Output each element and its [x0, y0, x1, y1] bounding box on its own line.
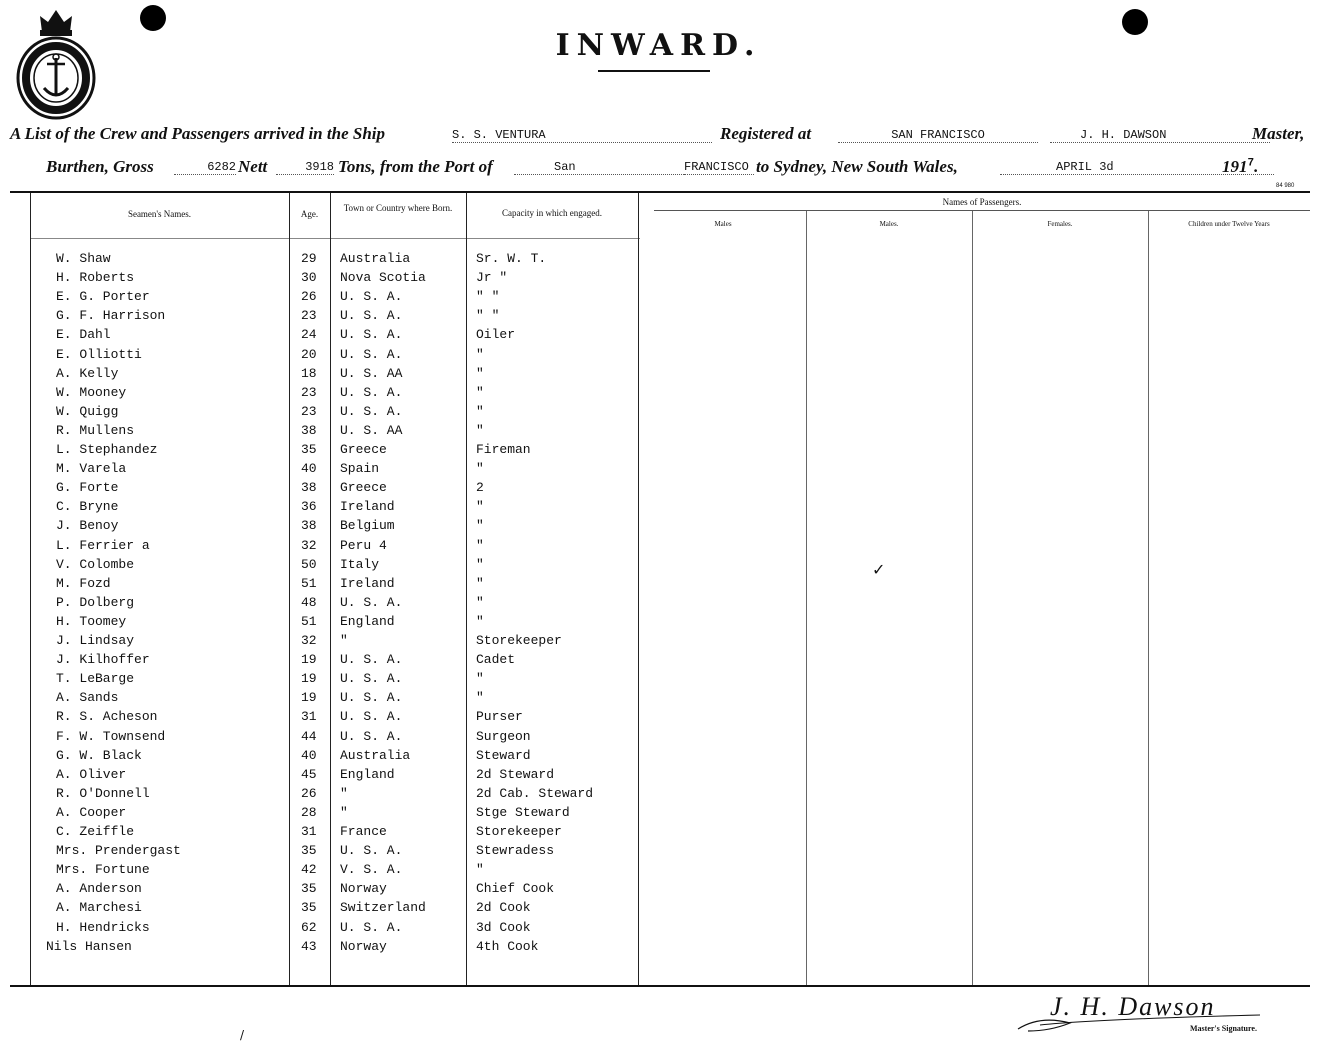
crew-born: U. S. A.: [340, 289, 403, 305]
crew-name: E. G. Porter: [56, 289, 150, 305]
crew-age: 32: [301, 633, 317, 648]
crew-born: Australia: [340, 251, 411, 266]
crew-capacity: ": [476, 422, 484, 438]
crew-born: U. S. A.: [340, 308, 403, 324]
crew-born: Belgium: [340, 518, 395, 534]
table-bottom-rule: [10, 985, 1310, 987]
col-header-age: Age.: [300, 209, 319, 219]
crew-name: V. Colombe: [56, 556, 135, 572]
crew-name: Nils Hansen: [46, 938, 132, 954]
crew-name: P. Dolberg: [56, 594, 135, 610]
crew-name: A. Kelly: [56, 365, 119, 381]
tick-mark: ✓: [872, 560, 886, 579]
crew-born: Greece: [340, 480, 387, 496]
crew-name: W. Shaw: [56, 251, 111, 266]
crew-capacity: 2d Steward: [476, 766, 555, 782]
crew-born: Australia: [340, 747, 411, 763]
crew-age: 44: [301, 728, 317, 744]
crew-age: 48: [301, 594, 317, 610]
crew-name: L. Stephandez: [56, 442, 158, 457]
crew-age: 38: [301, 518, 317, 534]
crew-age: 35: [301, 843, 317, 859]
crew-born: Peru 4: [340, 537, 387, 553]
crew-born: U. S. A.: [340, 728, 403, 744]
crew-row: [0, 920, 1317, 939]
crew-age: 35: [301, 442, 317, 457]
page-title: INWARD.: [555, 28, 762, 63]
crew-name: C. Zeiffle: [56, 824, 135, 839]
crew-row: [0, 709, 1317, 728]
crew-capacity: 2: [476, 480, 484, 496]
crew-name: Mrs. Fortune: [56, 862, 150, 878]
crew-born: U. S. A.: [340, 709, 403, 725]
crew-capacity: ": [476, 537, 484, 553]
crew-row: [0, 557, 1317, 576]
registered-place-value: SAN FRANCISCO: [838, 128, 1038, 143]
crew-name: G. F. Harrison: [56, 308, 166, 324]
crew-capacity: Chief Cook: [476, 881, 555, 897]
col-header-females: Females.: [1047, 220, 1073, 228]
crew-born: Switzerland: [340, 900, 426, 916]
year-suffix: 7: [1247, 157, 1255, 170]
signature-text: J. H. Dawson: [1050, 992, 1216, 1021]
crew-capacity: ": [476, 862, 484, 878]
crew-name: T. LeBarge: [56, 671, 135, 687]
crew-capacity: ": [476, 499, 484, 515]
crew-row: [0, 327, 1317, 346]
col-header-males-1: Males: [714, 220, 732, 228]
crew-age: 31: [301, 824, 317, 839]
crew-born: U. S. A.: [340, 690, 403, 706]
arrival-date-value: APRIL 3d: [1000, 160, 1274, 175]
crew-capacity: ": [476, 594, 484, 610]
crew-capacity: Cadet: [476, 652, 516, 668]
crew-capacity: ": [476, 384, 484, 400]
nett-value: 3918: [276, 160, 334, 175]
crew-capacity: 4th Cook: [476, 938, 539, 954]
crew-name: R. S. Acheson: [56, 709, 158, 725]
crew-capacity: Storekeeper: [476, 824, 562, 839]
crew-row: [0, 308, 1317, 327]
crew-capacity: Surgeon: [476, 728, 531, 744]
year-prefix: 191: [1222, 157, 1248, 176]
crew-age: 35: [301, 881, 317, 897]
crew-row: [0, 595, 1317, 614]
crew-row: [0, 900, 1317, 919]
crew-age: 24: [301, 327, 317, 343]
crew-name: W. Mooney: [56, 384, 127, 400]
crew-capacity: ": [476, 575, 484, 591]
crew-name: J. Benoy: [56, 518, 119, 534]
crew-name: Mrs. Prendergast: [56, 843, 181, 859]
crew-name: R. O'Donnell: [56, 785, 150, 801]
crew-born: U. S. A.: [340, 403, 403, 419]
crew-born: ": [340, 804, 348, 820]
crew-born: ": [340, 785, 348, 801]
header-underline: [30, 238, 640, 239]
crew-row: [0, 423, 1317, 442]
crew-row: [0, 633, 1317, 652]
crew-born: Ireland: [340, 575, 395, 591]
crew-capacity: 2d Cab. Steward: [476, 785, 594, 801]
crew-capacity: Sr. W. T.: [476, 251, 547, 266]
crew-row: [0, 385, 1317, 404]
crew-row: [0, 614, 1317, 633]
crew-name: H. Hendricks: [56, 919, 150, 935]
crew-capacity: ": [476, 403, 484, 419]
crew-capacity: Storekeeper: [476, 633, 562, 648]
crew-capacity: ": [476, 671, 484, 687]
ship-name-value: S. S. VENTURA: [452, 128, 712, 143]
crew-capacity: 2d Cook: [476, 900, 531, 916]
crew-name: R. Mullens: [56, 422, 135, 438]
crew-name: H. Roberts: [56, 270, 135, 286]
crew-capacity: Stge Steward: [476, 804, 570, 820]
master-label: Master,: [1252, 124, 1305, 143]
crew-name: M. Fozd: [56, 575, 111, 591]
crew-row: [0, 824, 1317, 843]
crew-capacity: ": [476, 518, 484, 534]
crew-age: 38: [301, 422, 317, 438]
crew-row: [0, 690, 1317, 709]
crew-capacity: ": [476, 365, 484, 381]
crew-born: Spain: [340, 461, 380, 477]
crew-row: [0, 576, 1317, 595]
crew-born: U. S. A.: [340, 346, 403, 362]
crew-name: A. Oliver: [56, 766, 127, 782]
crew-name: J. Kilhoffer: [56, 652, 150, 668]
crew-age: 31: [301, 709, 317, 725]
crew-born: U. S. A.: [340, 327, 403, 343]
crew-born: France: [340, 824, 387, 839]
crew-row: [0, 404, 1317, 423]
year-value: [1222, 157, 1258, 177]
crew-age: 38: [301, 480, 317, 496]
crew-name: A. Marchesi: [56, 900, 142, 916]
crew-born: U. S. A.: [340, 594, 403, 610]
crew-name: J. Lindsay: [56, 633, 135, 648]
crew-capacity: Stewradess: [476, 843, 555, 859]
crew-born: Italy: [340, 556, 380, 572]
crew-name: A. Cooper: [56, 804, 127, 820]
crew-capacity: " ": [476, 308, 500, 324]
col-header-born: Town or Country where Born.: [343, 203, 453, 213]
crew-age: 23: [301, 403, 317, 419]
port-value-a: San: [514, 160, 714, 175]
crew-row: [0, 499, 1317, 518]
crew-capacity: " ": [476, 289, 500, 305]
crew-name: E. Dahl: [56, 327, 111, 343]
crew-born: U. S. A.: [340, 919, 403, 935]
signature-label: Master's Signature.: [1190, 1024, 1257, 1033]
crew-name: H. Toomey: [56, 613, 127, 629]
crew-capacity: ": [476, 613, 484, 629]
crew-age: 19: [301, 671, 317, 687]
crew-age: 28: [301, 804, 317, 820]
crew-age: 23: [301, 384, 317, 400]
crew-row: [0, 881, 1317, 900]
crew-age: 45: [301, 766, 317, 782]
crew-capacity: Fireman: [476, 442, 531, 457]
crew-row: [0, 805, 1317, 824]
crew-capacity: ": [476, 346, 484, 362]
crew-name: G. W. Black: [56, 747, 142, 763]
crew-born: England: [340, 613, 395, 629]
col-header-children: Children under Twelve Years: [1188, 220, 1270, 228]
year-end: .: [1254, 157, 1259, 176]
crew-born: Ireland: [340, 499, 395, 515]
crew-capacity: Jr ": [476, 270, 508, 286]
crew-row: [0, 786, 1317, 805]
crew-name: W. Quigg: [56, 403, 119, 419]
crew-row: [0, 862, 1317, 881]
crew-age: 36: [301, 499, 317, 515]
crew-born: U. S. AA: [340, 422, 403, 438]
crew-born: ": [340, 633, 348, 648]
list-prefix-label: A List of the Crew and Passengers arrived in the Ship: [10, 124, 385, 143]
crew-born: Norway: [340, 881, 387, 897]
crew-age: 43: [301, 938, 317, 954]
crew-born: U. S. A.: [340, 843, 403, 859]
passenger-subheader-rule: [654, 210, 1310, 211]
crew-age: 62: [301, 919, 317, 935]
col-header-passengers: Names of Passengers.: [942, 197, 1022, 207]
stray-mark: /: [240, 1028, 245, 1042]
burthen-label: Burthen, Gross: [46, 157, 154, 176]
crew-age: 42: [301, 862, 317, 878]
crew-age: 18: [301, 365, 317, 381]
crew-name: M. Varela: [56, 461, 127, 477]
crew-age: 35: [301, 900, 317, 916]
crew-age: 19: [301, 690, 317, 706]
crew-age: 51: [301, 613, 317, 629]
table-top-rule: [10, 191, 1310, 193]
crew-age: 51: [301, 575, 317, 591]
crew-capacity: 3d Cook: [476, 919, 531, 935]
crew-row: [0, 251, 1317, 270]
crew-age: 40: [301, 461, 317, 477]
crew-row: [0, 518, 1317, 537]
crew-row: [0, 442, 1317, 461]
crew-row: [0, 748, 1317, 767]
crew-row: [0, 289, 1317, 308]
crew-age: 19: [301, 652, 317, 668]
col-header-capacity: Capacity in which engaged.: [502, 208, 602, 218]
crew-age: 29: [301, 251, 317, 266]
crew-name: E. Olliotti: [56, 346, 142, 362]
gross-value: 6282: [174, 160, 236, 175]
crew-capacity: Oiler: [476, 327, 516, 343]
crew-row: [0, 767, 1317, 786]
crew-name: A. Sands: [56, 690, 119, 706]
col-header-names: Seamen's Names.: [127, 209, 192, 219]
crew-born: Norway: [340, 938, 387, 954]
crew-born: Greece: [340, 442, 387, 457]
col-header-males-2: Males.: [879, 220, 899, 228]
crew-age: 26: [301, 289, 317, 305]
crew-capacity: Purser: [476, 709, 523, 725]
crew-row: [0, 270, 1317, 289]
crew-row: [0, 347, 1317, 366]
crew-capacity: ": [476, 461, 484, 477]
crew-born: U. S. A.: [340, 671, 403, 687]
crew-born: V. S. A.: [340, 862, 403, 878]
form-number: 84 980: [1276, 183, 1295, 189]
crew-row: [0, 538, 1317, 557]
port-value-b: FRANCISCO: [684, 160, 754, 175]
destination-label: to Sydney, New South Wales,: [756, 157, 958, 176]
crew-row: [0, 843, 1317, 862]
crew-age: 32: [301, 537, 317, 553]
crew-age: 30: [301, 270, 317, 286]
crew-name: C. Bryne: [56, 499, 119, 515]
crew-age: 40: [301, 747, 317, 763]
crew-born: England: [340, 766, 395, 782]
crew-capacity: ": [476, 556, 484, 572]
crew-age: 50: [301, 556, 317, 572]
crew-capacity: Steward: [476, 747, 531, 763]
crew-name: G. Forte: [56, 480, 119, 496]
title-ornament: [598, 70, 710, 72]
crew-age: 26: [301, 785, 317, 801]
crew-row: [0, 729, 1317, 748]
crew-row: [0, 671, 1317, 690]
crew-row: [0, 939, 1317, 958]
crew-row: [0, 652, 1317, 671]
crew-row: [0, 480, 1317, 499]
crew-name: L. Ferrier a: [56, 537, 150, 553]
crew-born: Nova Scotia: [340, 270, 426, 286]
crew-born: U. S. A.: [340, 384, 403, 400]
crew-capacity: ": [476, 690, 484, 706]
tons-label: Tons, from the Port of: [338, 157, 493, 176]
crew-age: 23: [301, 308, 317, 324]
nett-label: Nett: [238, 157, 268, 176]
registered-label: Registered at: [720, 124, 812, 143]
crew-born: U. S. A.: [340, 652, 403, 668]
crew-row: [0, 366, 1317, 385]
crew-name: F. W. Townsend: [56, 728, 166, 744]
crew-born: U. S. AA: [340, 365, 403, 381]
crew-name: A. Anderson: [56, 881, 142, 897]
crew-age: 20: [301, 346, 317, 362]
master-name-value: J. H. DAWSON: [1050, 128, 1270, 143]
crew-row: [0, 461, 1317, 480]
